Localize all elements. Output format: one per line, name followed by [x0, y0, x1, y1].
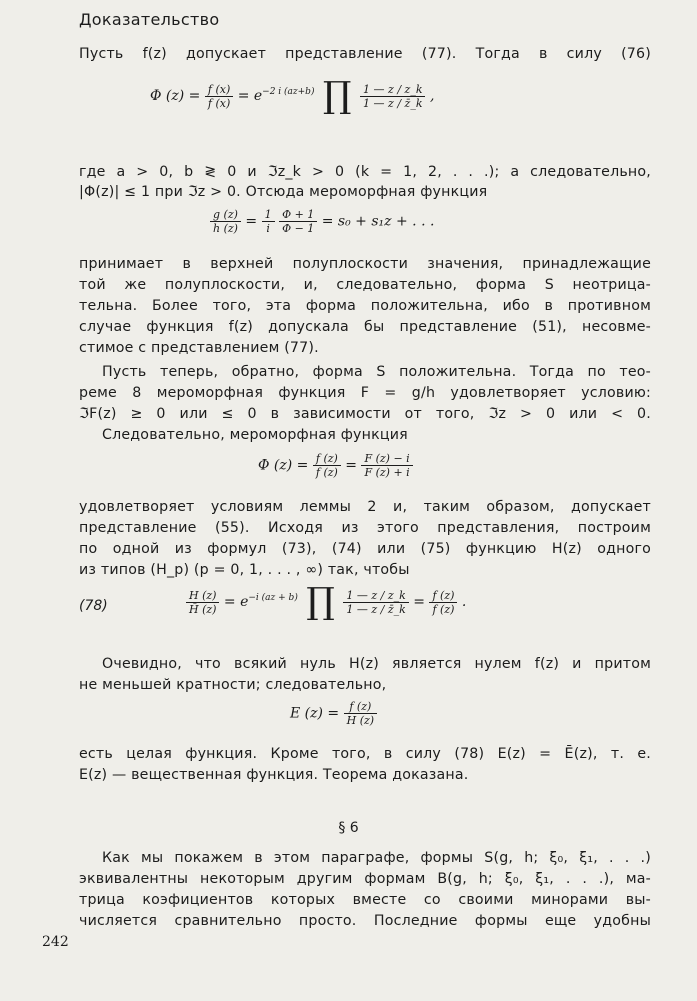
section-heading: § 6	[338, 820, 359, 836]
eq-numerator: Φ + 1	[279, 208, 317, 222]
eq-product-denominator: 1 — z / z̄_k	[363, 96, 423, 110]
eq-numerator: f (z)	[313, 452, 341, 466]
eq-numerator: H (z)	[186, 589, 219, 603]
eq-numerator: f (z)	[344, 700, 377, 714]
eq-denominator: f̄ (z)	[315, 466, 338, 479]
product-symbol: ∏	[306, 581, 335, 622]
eq-mid: = e	[223, 594, 249, 610]
eq-tail: .	[461, 594, 467, 610]
text-line: стимое с представлением (77).	[79, 340, 319, 356]
text-line: Как мы покажем в этом параграфе, формы S(g, h; ξ₀, ξ₁, . . .)	[102, 850, 651, 866]
text-line: той же полуплоскости, и, следовательно, форма S неотрица-	[79, 277, 651, 293]
eq-series: = s₀ + s₁z + . . .	[321, 213, 435, 230]
eq-lhs: Φ (z) =	[258, 457, 309, 474]
text-line: не меньшей кратности; следовательно,	[79, 677, 387, 693]
text-line: из типов (H_p) (p = 0, 1, . . . , ∞) так, чтобы	[79, 562, 410, 578]
eq-denominator: H̄ (z)	[189, 602, 217, 616]
text-line: случае функция f(z) допускала бы представление (51), несовме-	[79, 319, 651, 335]
eq-numerator: F (z) − i	[361, 452, 412, 466]
equation-g-over-h	[210, 208, 434, 235]
eq-sign: =	[413, 594, 426, 610]
text-line: удовлетворяет условиям леммы 2 и, таким образом, допускает	[79, 499, 651, 515]
text-line: Очевидно, что всякий нуль H(z) является нулем f(z) и притом	[102, 656, 651, 672]
equation-number: (78)	[79, 598, 108, 614]
eq-denominator: h (z)	[213, 222, 238, 235]
text-line: по одной из формул (73), (74) или (75) функцию H(z) одного	[79, 541, 651, 557]
proof-heading: Доказательство	[79, 10, 220, 29]
eq-denominator: f̄ (z)	[432, 602, 455, 616]
equation-phi-f	[258, 452, 413, 479]
text-line: тельна. Более того, эта форма положительна, ибо в противном	[79, 298, 651, 314]
text-line: трица коэфициентов которых вместе со своими минорами вы-	[79, 892, 651, 908]
eq-product-numerator: 1 — z / z_k	[360, 83, 425, 97]
equation-phi-product	[150, 75, 435, 116]
eq-denominator: i	[266, 222, 270, 235]
page-number: 242	[42, 934, 69, 950]
eq-exponent: −2 i (az+b)	[262, 87, 315, 97]
eq-product-denominator: 1 — z / z̄_k	[346, 602, 406, 616]
eq-exponent: −i (az + b)	[248, 593, 298, 603]
eq-sign: =	[245, 213, 258, 230]
text-line: есть целая функция. Кроме того, в силу (78) E(z) = Ē(z), т. е.	[79, 746, 651, 762]
eq-mid: = e	[237, 88, 263, 104]
text-line: реме 8 мероморфная функция F = g/h удовлетворяет условию:	[79, 385, 651, 401]
eq-numerator: 1	[262, 208, 275, 222]
product-symbol: ∏	[322, 75, 352, 116]
eq-numerator: f (x)	[205, 83, 233, 97]
eq-sign: =	[345, 457, 358, 474]
equation-e-entire	[290, 700, 377, 727]
eq-numerator: f (z)	[429, 589, 457, 603]
eq-tail: ,	[429, 88, 435, 104]
text-line: где a > 0, b ≷ 0 и ℑz_k > 0 (k = 1, 2, . . .); а следовательно,	[79, 164, 651, 180]
text-line: представление (55). Исходя из этого представления, построим	[79, 520, 651, 536]
text-line: принимает в верхней полуплоскости значения, принадлежащие	[79, 256, 651, 272]
eq-denominator: f̄ (x)	[207, 96, 231, 110]
eq-denominator: H (z)	[346, 714, 375, 727]
eq-denominator: F (z) + i	[364, 466, 410, 479]
eq-lhs: Φ (z) =	[150, 88, 201, 104]
text-line: Пусть f(z) допускает представление (77). Тогда в силу (76)	[79, 46, 651, 62]
eq-lhs: E (z) =	[290, 705, 340, 722]
text-line: |Φ(z)| ≤ 1 при ℑz > 0. Отсюда мероморфная функция	[79, 184, 488, 200]
eq-numerator: g (z)	[210, 208, 241, 222]
text-line: числяется сравнительно просто. Последние формы еще удобны	[79, 913, 651, 929]
equation-78	[186, 581, 467, 622]
text-line: E(z) — вещественная функция. Теорема доказана.	[79, 767, 469, 783]
text-line: эквивалентны некоторым другим формам B(g, h; ξ₀, ξ₁, . . .), ма-	[79, 871, 651, 887]
eq-product-numerator: 1 — z / z_k	[343, 589, 408, 603]
text-line: ℑF(z) ≥ 0 или ≤ 0 в зависимости от того, ℑz > 0 или < 0.	[79, 406, 651, 422]
eq-denominator: Φ − 1	[282, 222, 315, 235]
text-line: Следовательно, мероморфная функция	[102, 427, 408, 443]
text-line: Пусть теперь, обратно, форма S положительна. Тогда по тео-	[102, 364, 651, 380]
